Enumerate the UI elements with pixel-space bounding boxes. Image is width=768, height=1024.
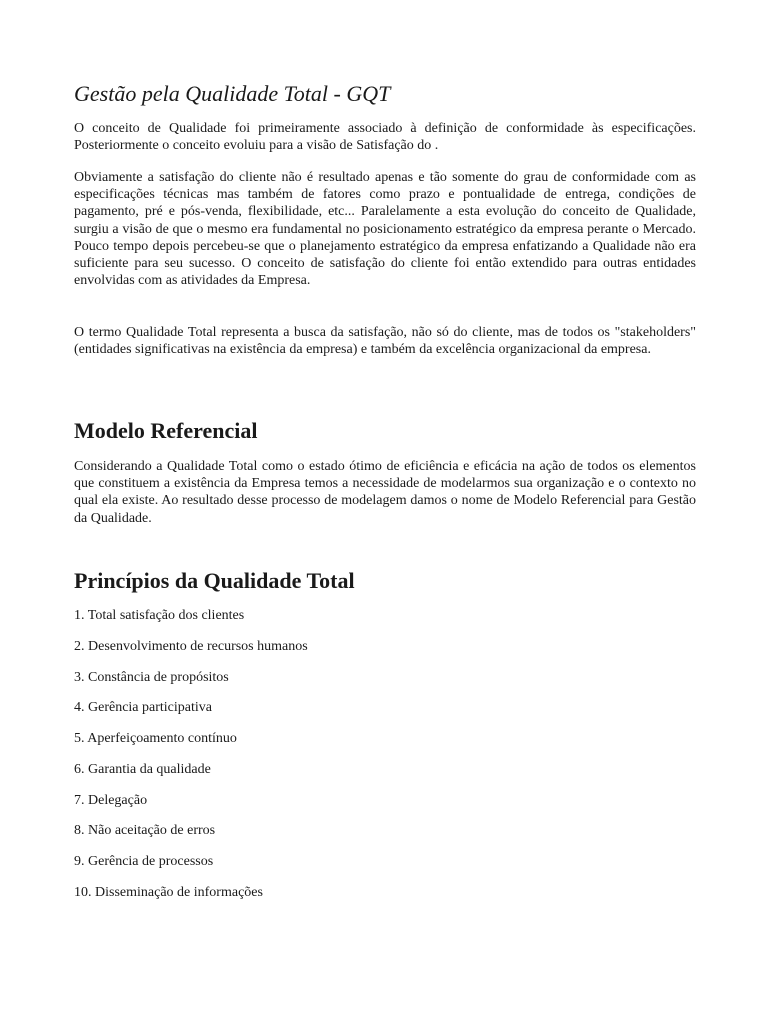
- list-item: 4. Gerência participativa: [74, 700, 212, 715]
- list-item: 1. Total satisfação dos clientes: [74, 608, 245, 623]
- paragraph-total-quality: O termo Qualidade Total representa a busca da satisfação, não só do cliente, mas de todos os "stakeholders" (entidades significativas na existência da empresa) e também da excelência organizacional da empresa.: [74, 325, 696, 358]
- list-item: 5. Aperfeiçoamento contínuo: [74, 731, 237, 746]
- section-title-principios: Princípios da Qualidade Total: [74, 568, 355, 593]
- list-item: 3. Constância de propósitos: [74, 670, 229, 685]
- list-item: 8. Não aceitação de erros: [74, 823, 216, 838]
- paragraph-modelo: Considerando a Qualidade Total como o estado ótimo de eficiência e eficácia na ação de todos os elementos que constituem a existência da Empresa temos a necessidade de modelarmos sua organização e o contexto no qual ela existe. Ao resultado desse processo de modelagem damos o nome de Modelo Referencial para Gestão da Qualidade.: [74, 459, 696, 526]
- section-title-modelo: Modelo Referencial: [74, 418, 258, 443]
- section-title-gqt: Gestão pela Qualidade Total - GQT: [74, 81, 391, 106]
- paragraph-intro: O conceito de Qualidade foi primeiramente associado à definição de conformidade às especificações. Posteriormente o conceito evoluiu para a visão de Satisfação do .: [74, 121, 696, 154]
- list-item: 10. Disseminação de informações: [74, 885, 263, 900]
- paragraph-satisfaction: Obviamente a satisfação do cliente não é resultado apenas e tão somente do grau de conformidade com as especificações técnicas mas também de fatores como prazo e pontualidade de entrega, condições de pagamento, pré e pós-venda, flexibilidade, etc... Paralelamente a esta evolução do conceito de Qualidade, surgiu a visão de que o mesmo era fundamental no posicionamento estratégico da empresa perante o Mercado. Pouco tempo depois percebeu-se que o planejamento estratégico da empresa enfatizando a Qualidade não era suficiente para seu sucesso. O conceito de satisfação do cliente foi então extendido para outras entidades envolvidas com as atividades da Empresa.: [74, 170, 696, 289]
- list-item: 9. Gerência de processos: [74, 854, 214, 869]
- list-item: 7. Delegação: [74, 793, 148, 808]
- list-item: 2. Desenvolvimento de recursos humanos: [74, 639, 308, 654]
- list-item: 6. Garantia da qualidade: [74, 762, 211, 777]
